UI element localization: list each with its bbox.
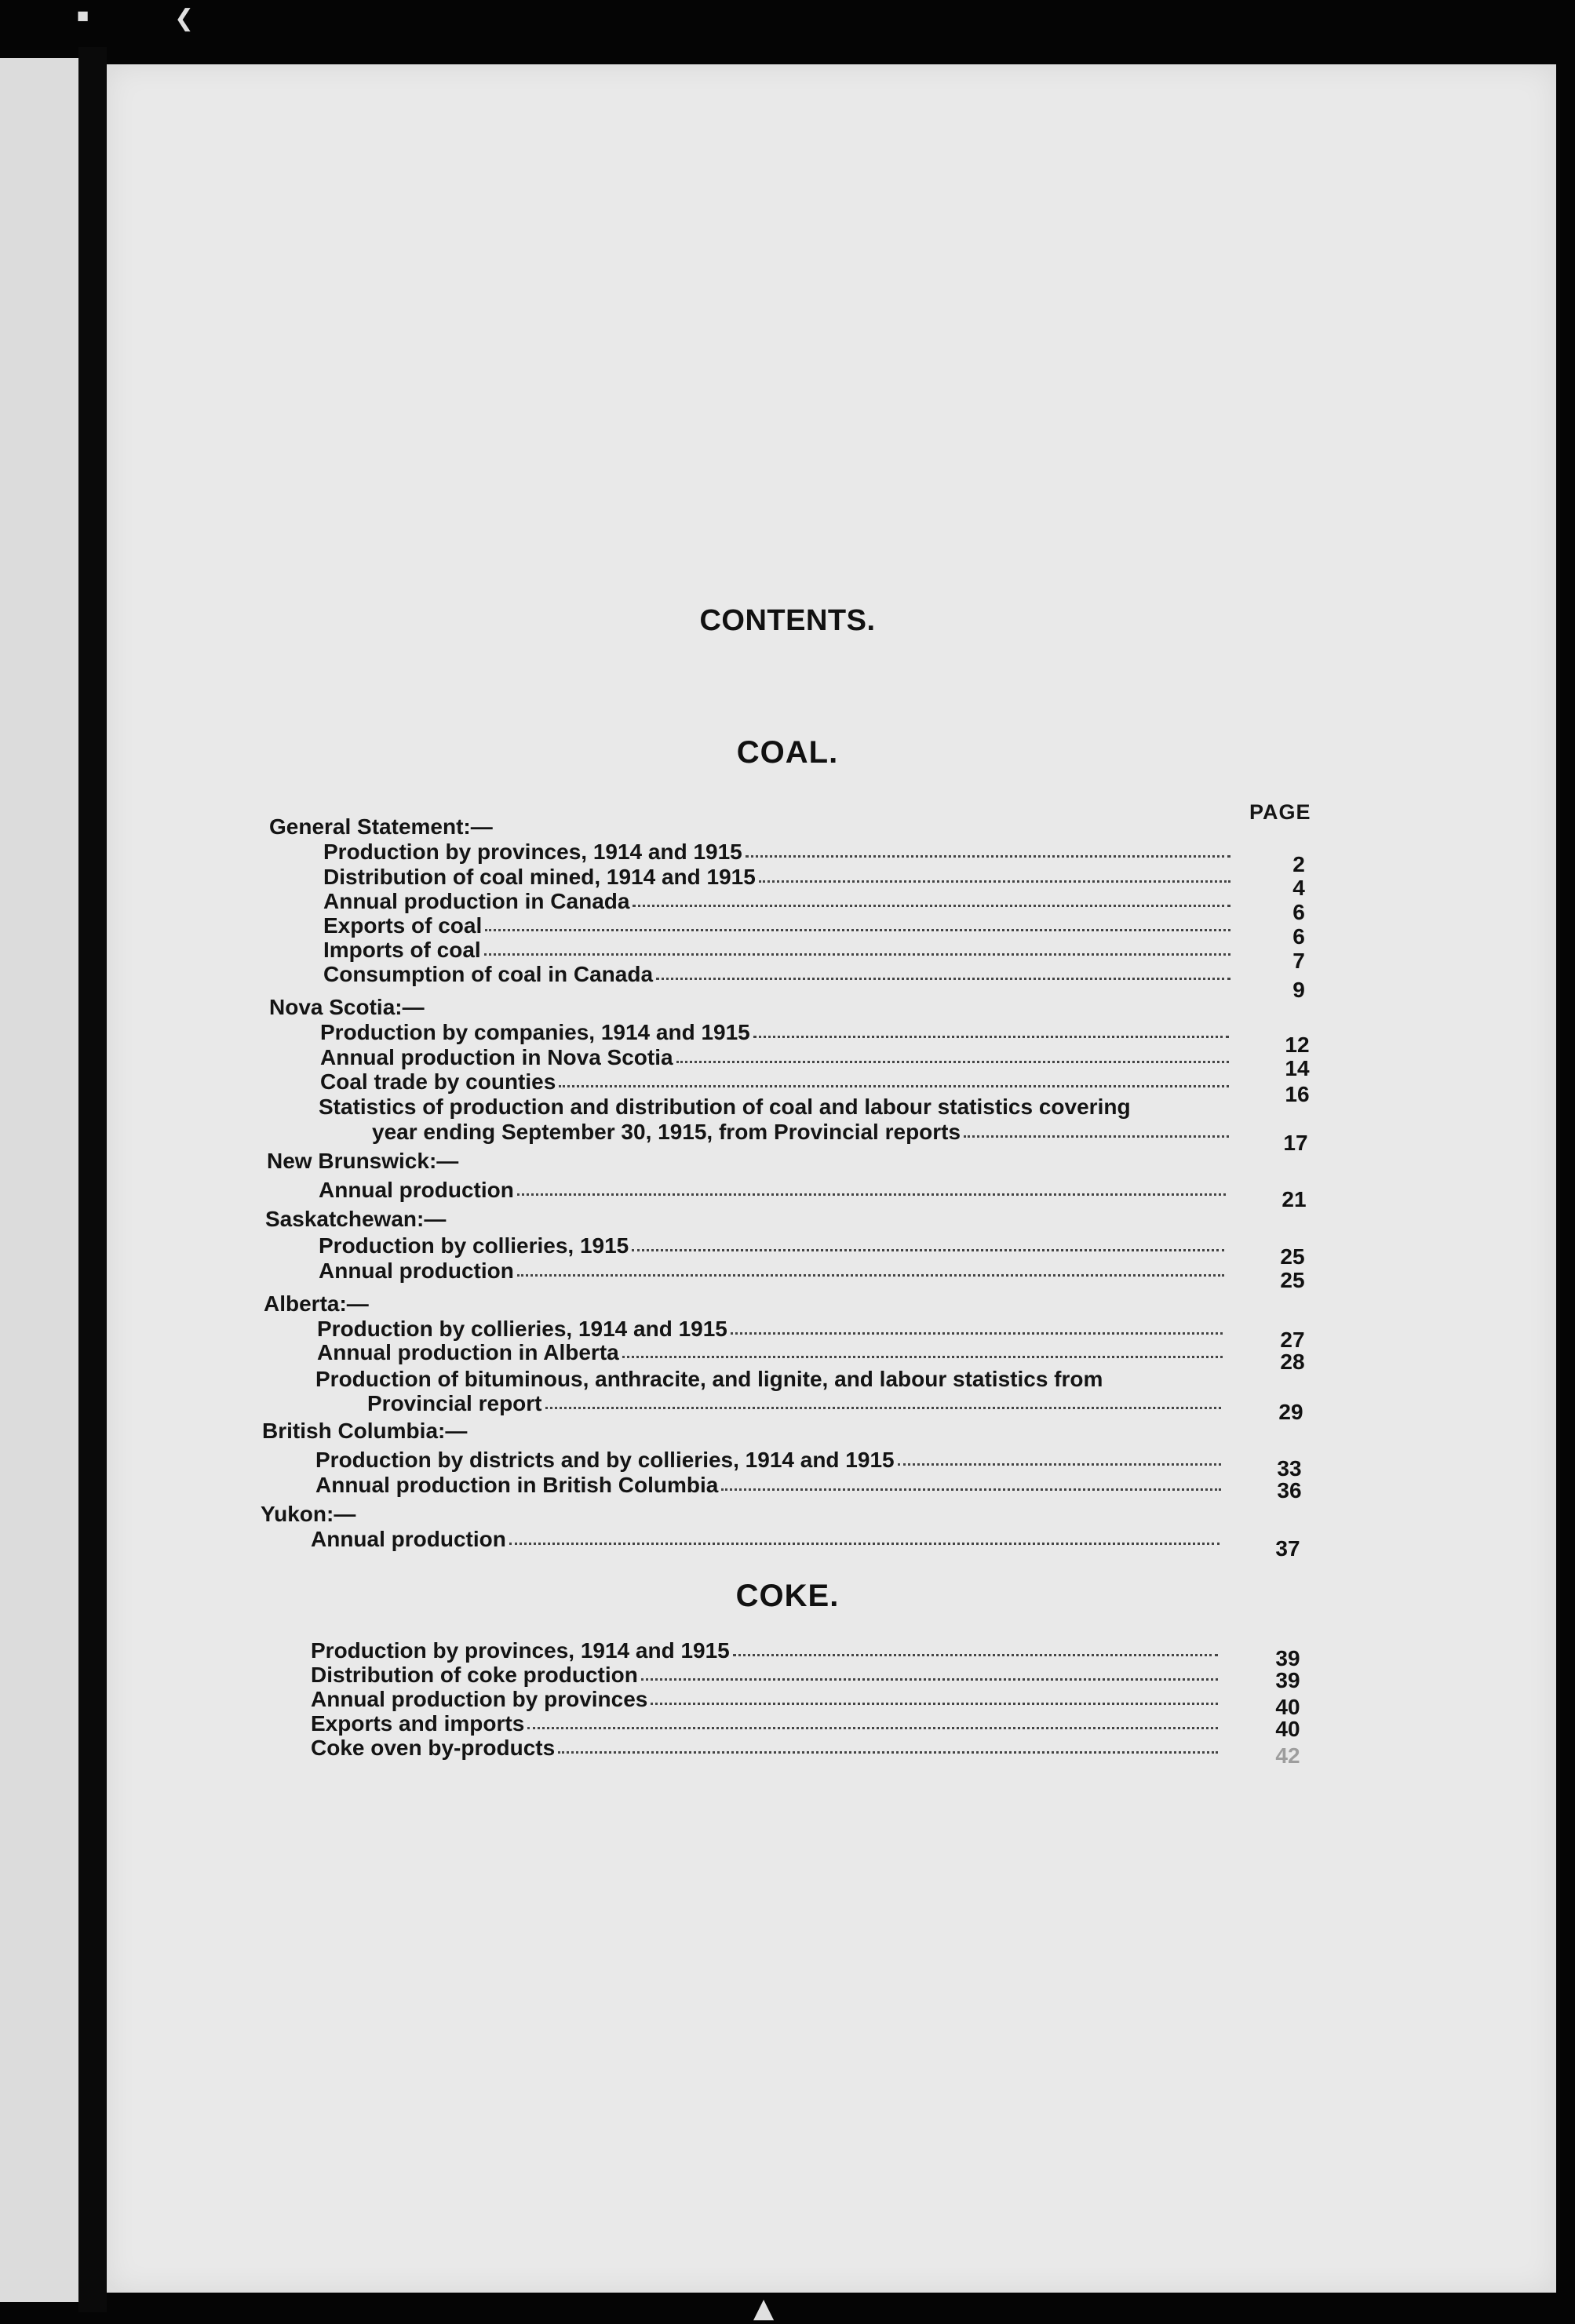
toc-entry[interactable]: Annual production in Nova Scotia (320, 1045, 1232, 1070)
toc-entry[interactable]: Exports of coal (323, 913, 1234, 938)
page-number: 14 (1285, 1056, 1310, 1080)
page-number: 25 (1280, 1268, 1305, 1292)
toc-entry[interactable]: Annual production in British Columbia (315, 1473, 1224, 1498)
page-number: 37 (1275, 1536, 1300, 1561)
page-number: 12 (1285, 1033, 1310, 1057)
section-heading: Saskatchewan:— (265, 1207, 447, 1231)
page-number: 39 (1275, 1646, 1300, 1670)
page-number: 25 (1280, 1244, 1305, 1269)
toc-entry[interactable]: Distribution of coal mined, 1914 and 1915 (323, 865, 1234, 890)
section-heading: New Brunswick:— (267, 1149, 459, 1173)
toc-entry[interactable]: Production by companies, 1914 and 1915 (320, 1020, 1232, 1045)
page-number: 27 (1280, 1328, 1305, 1352)
page-number: 6 (1292, 924, 1305, 949)
page-number: 17 (1283, 1131, 1308, 1155)
scan-artifact-mark: ❮ (174, 5, 195, 32)
toc-entry[interactable]: Imports of coal (323, 938, 1234, 963)
scan-artifact-mark: ▲ (753, 2293, 775, 2324)
toc-entry[interactable]: Distribution of coke production (311, 1663, 1221, 1688)
page-number: 21 (1282, 1187, 1307, 1211)
toc-entry[interactable]: Coal trade by counties (320, 1069, 1232, 1095)
toc-entry[interactable]: Annual production (319, 1259, 1227, 1284)
page-number: 39 (1275, 1668, 1300, 1692)
toc-entry[interactable]: Production by provinces, 1914 and 1915 (311, 1638, 1221, 1663)
toc-entry-continuation[interactable]: year ending September 30, 1915, from Provincial reports (372, 1120, 1232, 1145)
toc-entry[interactable]: Statistics of production and distribution of coal and labour statistics covering (319, 1095, 1131, 1119)
toc-entry[interactable]: Annual production in Canada (323, 889, 1234, 914)
section-heading: General Statement:— (269, 814, 493, 839)
scan-artifact-mark: ■ (77, 8, 89, 23)
page-number: 36 (1277, 1478, 1302, 1503)
toc-entry[interactable]: Production by collieries, 1915 (319, 1233, 1227, 1259)
coke-heading: COKE. (735, 1579, 840, 1613)
toc-entry[interactable]: Production by districts and by collieries, 1914 and 1915 (315, 1448, 1224, 1473)
page-number: 7 (1292, 949, 1305, 973)
toc-entry[interactable]: Annual production in Alberta (317, 1340, 1226, 1365)
page-number: 29 (1278, 1400, 1303, 1424)
toc-entry[interactable]: Coke oven by-products (311, 1736, 1221, 1761)
page-number: 6 (1292, 900, 1305, 924)
toc-entry[interactable]: Production by provinces, 1914 and 1915 (323, 840, 1234, 865)
page-number: 2 (1292, 852, 1305, 876)
toc-entry[interactable]: Annual production by provinces (311, 1687, 1221, 1712)
page-column-header: PAGE (1249, 800, 1311, 824)
page-number: 9 (1292, 978, 1305, 1002)
section-heading: British Columbia:— (262, 1419, 468, 1443)
section-heading: Yukon:— (261, 1502, 356, 1526)
toc-entry[interactable]: Production by collieries, 1914 and 1915 (317, 1317, 1226, 1342)
page-number: 4 (1292, 876, 1305, 900)
toc-entry[interactable]: Production of bituminous, anthracite, and lignite, and labour statistics from (315, 1367, 1103, 1391)
page-number: 40 (1275, 1717, 1300, 1741)
contents-title: CONTENTS. (699, 604, 876, 637)
section-heading: Alberta:— (264, 1291, 369, 1316)
page-number: 40 (1275, 1695, 1300, 1719)
toc-entry[interactable]: Exports and imports (311, 1711, 1221, 1736)
toc-entry[interactable]: Annual production (319, 1178, 1229, 1203)
page-number: 16 (1285, 1082, 1310, 1106)
page-number: 33 (1277, 1456, 1302, 1481)
section-heading: Nova Scotia:— (269, 995, 425, 1019)
toc-entry[interactable]: Consumption of coal in Canada (323, 962, 1234, 987)
toc-entry-continuation[interactable]: Provincial report (367, 1391, 1224, 1416)
page-number: 42 (1275, 1743, 1300, 1768)
coal-heading: COAL. (736, 735, 839, 770)
toc-entry[interactable]: Annual production (311, 1527, 1223, 1552)
page-number: 28 (1280, 1350, 1305, 1374)
